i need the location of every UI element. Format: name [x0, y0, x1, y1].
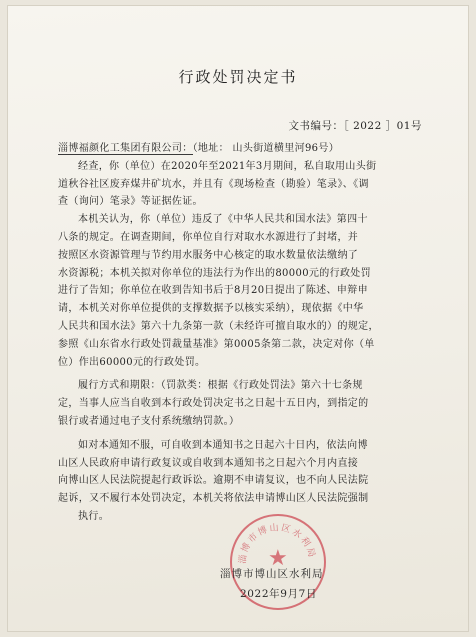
- body-line: 向博山区人民法院提起行政诉讼。逾期不申请复议，也不向人民法院: [58, 475, 369, 487]
- body-line: 履行方式和期限：（罚款类：根据《行政处罚法》第六十七条规: [78, 380, 363, 392]
- body-line: 起诉，又不履行本处罚决定，本机关将依法申请博山区人民法院强制: [58, 493, 369, 505]
- body-line: 参照《山东省水行政处罚裁量基准》第0005条第二款，决定对你（单: [58, 338, 375, 350]
- body-line: 执行。: [78, 510, 110, 522]
- body-line: 位）作出60000元的行政处罚。: [58, 356, 206, 368]
- addressee-address: （地址： 山头街道横里河96号）: [192, 143, 340, 154]
- addressee-name: 淄博福颜化工集团有限公司：: [58, 143, 193, 154]
- seal-star-icon: ★: [268, 546, 288, 571]
- body-line: 定，当事人应当自收到本行政处罚决定书之日起十五日内，到指定的: [58, 398, 369, 410]
- body-line: 山区人民政府申请行政复议或自收到本通知书之日起六个月内直接: [58, 457, 359, 469]
- body-line: 请，本机关对你单位提供的支撑数据予以核实采纳），现依据《中华: [58, 303, 364, 315]
- body-line: 查（询问）笔录》等证据佐证。: [58, 196, 203, 208]
- document-page: [8, 6, 468, 631]
- body-line: 进行了告知；你单位在收到告知书后于8月20日提出了陈述、申辩申: [58, 285, 368, 297]
- body-line: 水资源税；本机关拟对你单位的违法行为作出的80000元的行政处罚: [58, 267, 372, 279]
- body-line: 人民共和国水法》第六十九条第一款（未经许可擅自取水的）的规定，: [58, 320, 379, 332]
- body-line: 本机关认为，你（单位）违反了《中华人民共和国水法》第四十: [78, 214, 368, 226]
- body-line: 如对本通知不服，可自收到本通知书之日起六十日内，依法向博: [78, 439, 368, 451]
- addressee-line: [58, 140, 416, 158]
- body-line: 银行或者通过电子支付系统缴纳罚款。）: [58, 415, 240, 427]
- body-line: 八条的规定。在调查期间，你单位自行对取水水源进行了封堵，并: [58, 231, 359, 243]
- document-number: 文书编号：［ 2022 ］01号: [288, 120, 422, 132]
- issue-date: 2022年9月7日: [240, 588, 317, 600]
- document-body: [58, 140, 416, 526]
- body-line: 道秋谷社区废弃煤井矿坑水，并且有《现场检查（勘验）笔录》、《调: [58, 178, 369, 190]
- body-line: 按照区水资源管理与节约用水服务中心核定的取水数量依法缴纳了: [58, 249, 359, 261]
- document-title: 行政处罚决定书: [178, 68, 298, 86]
- body-line: 经查，你（单位）在2020年至2021年3月期间，私自取用山头街: [78, 160, 377, 172]
- issuer-name: 淄博市博山区水利局: [220, 568, 324, 580]
- svg-text:淄博市博山区水利局: 淄博市博山区水利局: [238, 523, 317, 565]
